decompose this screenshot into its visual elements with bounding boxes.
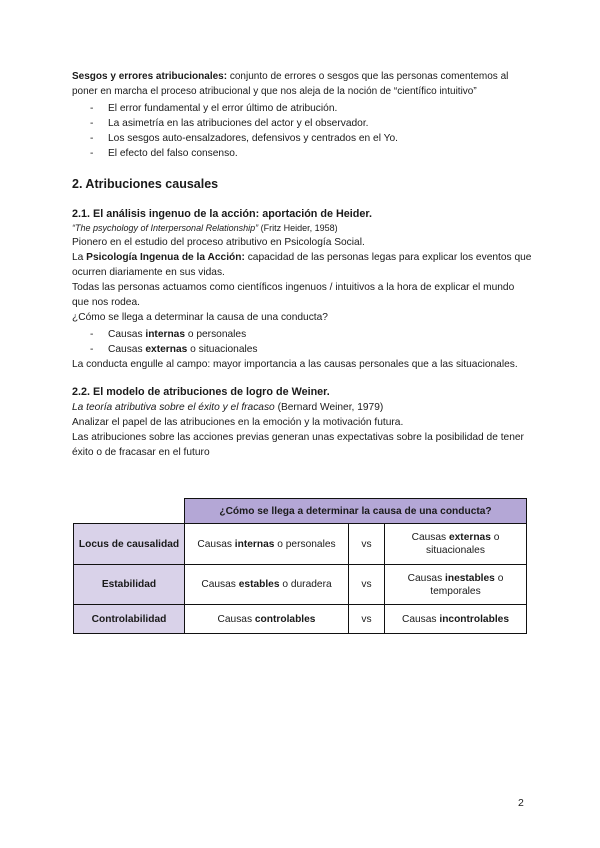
weiner-p1: Analizar el papel de las atribuciones en la emoción y la motivación futura. xyxy=(72,417,404,428)
page-number: 2 xyxy=(518,797,524,809)
table-cell-left: Causas controlables xyxy=(185,605,349,634)
subheading-weiner: 2.2. El modelo de atribuciones de logro de Weiner. xyxy=(72,386,330,398)
table-row xyxy=(74,524,527,565)
list-item: - La asimetría en las atribuciones del actor y el observador. xyxy=(72,116,532,131)
table-row xyxy=(74,605,527,634)
heider-causes-list xyxy=(72,327,532,357)
table-cell-vs: vs xyxy=(349,565,385,605)
row-label: Controlabilidad xyxy=(74,605,185,634)
table-cell-right: Causas inestables o temporales xyxy=(385,565,527,605)
table-cell-left: Causas internas o personales xyxy=(185,524,349,565)
table-header: ¿Cómo se llega a determinar la causa de una conducta? xyxy=(185,499,527,524)
section-sesgos xyxy=(72,70,532,161)
table-row xyxy=(74,565,527,605)
table-cell-right: Causas incontrolables xyxy=(385,605,527,634)
table-cell-vs: vs xyxy=(349,605,385,634)
section-heading-atribuciones: 2. Atribuciones causales xyxy=(72,177,219,191)
row-label: Estabilidad xyxy=(74,565,185,605)
heider-cientificos: Todas las personas actuamos como científicos ingenuos / intuitivos a la hora de explicar el mundo que nos rodea. xyxy=(72,282,515,308)
sesgos-bold-lead: Sesgos y errores atribucionales: xyxy=(72,71,228,82)
list-item: - Causas internas o personales xyxy=(72,327,532,342)
sesgos-intro: Sesgos y errores atribucionales: conjunto de errores o sesgos que las personas comentemos al poner en marcha el proceso atribucional y que nos aleja de la noción de “científico intuitivo” xyxy=(72,71,509,97)
heider-conducta-engulle: La conducta engulle al campo: mayor importancia a las causas personales que a las situacionales. xyxy=(72,359,518,370)
heider-line1: Pionero en el estudio del proceso atributivo en Psicología Social. xyxy=(72,237,365,248)
table-header-row xyxy=(74,499,527,524)
table-cell-vs: vs xyxy=(349,524,385,565)
list-item: - El efecto del falso consenso. xyxy=(72,146,532,161)
document-body xyxy=(72,70,532,460)
row-label: Locus de causalidad xyxy=(74,524,185,565)
subheading-heider: 2.1. El análisis ingenuo de la acción: aportación de Heider. xyxy=(72,208,373,220)
causes-table xyxy=(73,498,527,634)
table-cell-right: Causas externas o situacionales xyxy=(385,524,527,565)
sesgos-list xyxy=(72,101,532,161)
list-item: - Los sesgos auto-ensalzadores, defensivos y centrados en el Yo. xyxy=(72,131,532,146)
weiner-citation: La teoría atributiva sobre el éxito y el fracaso (Bernard Weiner, 1979) xyxy=(72,402,384,413)
heider-question: ¿Cómo se llega a determinar la causa de una conducta? xyxy=(72,312,328,323)
heider-citation: “The psychology of Interpersonal Relationship” (Fritz Heider, 1958) xyxy=(72,223,338,233)
heider-psicologia-ingenua: La Psicología Ingenua de la Acción: capacidad de las personas legas para explicar los eventos que ocurren diariamente en sus vidas. xyxy=(72,252,532,278)
weiner-p2: Las atribuciones sobre las acciones previas generan unas expectativas sobre la posibilidad de tener éxito o de fracasar en el futuro xyxy=(72,432,524,458)
list-item: - El error fundamental y el error último de atribución. xyxy=(72,101,532,116)
table-cell-left: Causas estables o duradera xyxy=(185,565,349,605)
list-item: - Causas externas o situacionales xyxy=(72,342,532,357)
